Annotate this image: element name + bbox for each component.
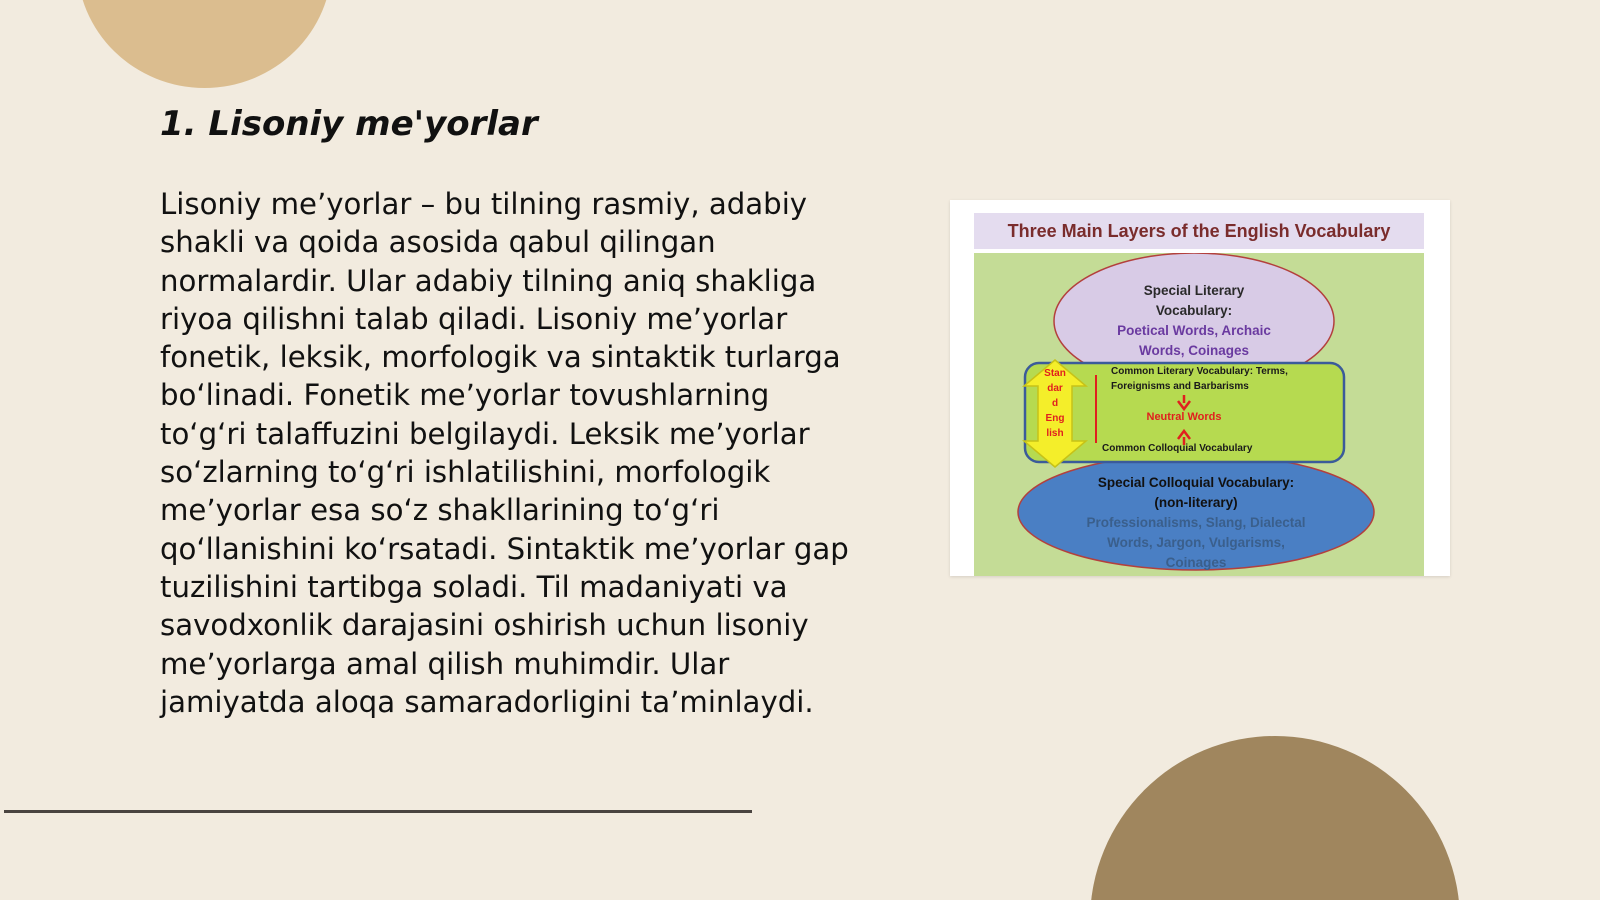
decorative-circle-bottom [1090,736,1460,900]
decorative-circle-top [77,0,332,88]
standard-english-4: Eng [1045,413,1065,424]
neutral-words-label: Neutral Words [1146,411,1222,423]
divider-line [4,810,752,813]
diagram-header: Three Main Layers of the English Vocabulary [974,213,1424,249]
special-colloquial-title-2: (non-literary) [1154,495,1238,510]
vocabulary-layers-diagram [950,200,1450,576]
special-colloquial-items-2: Words, Jargon, Vulgarisms, [1107,535,1285,550]
common-colloquial-label: Common Colloquial Vocabulary [1102,443,1253,454]
special-colloquial-items-3: Coinages [1165,555,1227,570]
special-colloquial-ellipse [1018,454,1374,570]
diagram-panel [974,253,1424,576]
slide-title: 1. Lisoniy me'yorlar [160,104,538,144]
standard-english-1: Stan [1044,368,1066,379]
standard-english-2: dar [1047,383,1063,394]
special-literary-title-1: Special Literary [1143,283,1245,298]
special-literary-items-1: Poetical Words, Archaic [1117,323,1271,338]
slide-body-text: Lisoniy me’yorlar – bu tilning rasmiy, adabiy shakli va qoida asosida qabul qilingan normalardir. Ular adabiy tilning aniq shakliga riyoa qilishni talab qiladi. Lisoniy me’yorlar fonetik, leksik, morfologik va sintaktik turlarga bo‘linadi. Fonetik me’yorlar tovushlarning to‘g‘ri talaffuzini belgilaydi. Leksik me’yorlar so‘zlarning to‘g‘ri ishlatilishini, morfologik me’yorlar esa so‘z shakllarining to‘g‘ri qo‘llanishini ko‘rsatadi. Sintaktik me’yorlar gap tuzilishini tartibga soladi. Til madaniyati va savodxonlik darajasini oshirish uchun lisoniy me’yorlarga amal qilish muhimdir. Ular jamiyatda aloqa samaradorligini ta’minlaydi. [160,187,849,719]
standard-english-3: d [1051,398,1059,409]
special-colloquial-title-1: Special Colloquial Vocabulary: [1097,475,1295,490]
special-literary-items-2: Words, Coinages [1138,343,1250,358]
common-literary-line-1: Common Literary Vocabulary: Terms, [1111,366,1288,377]
standard-english-5: lish [1046,428,1064,439]
special-colloquial-items-1: Professionalisms, Slang, Dialectal [1086,515,1306,530]
common-literary-line-2: Foreignisms and Barbarisms [1111,381,1249,392]
special-literary-title-2: Vocabulary: [1155,303,1233,318]
